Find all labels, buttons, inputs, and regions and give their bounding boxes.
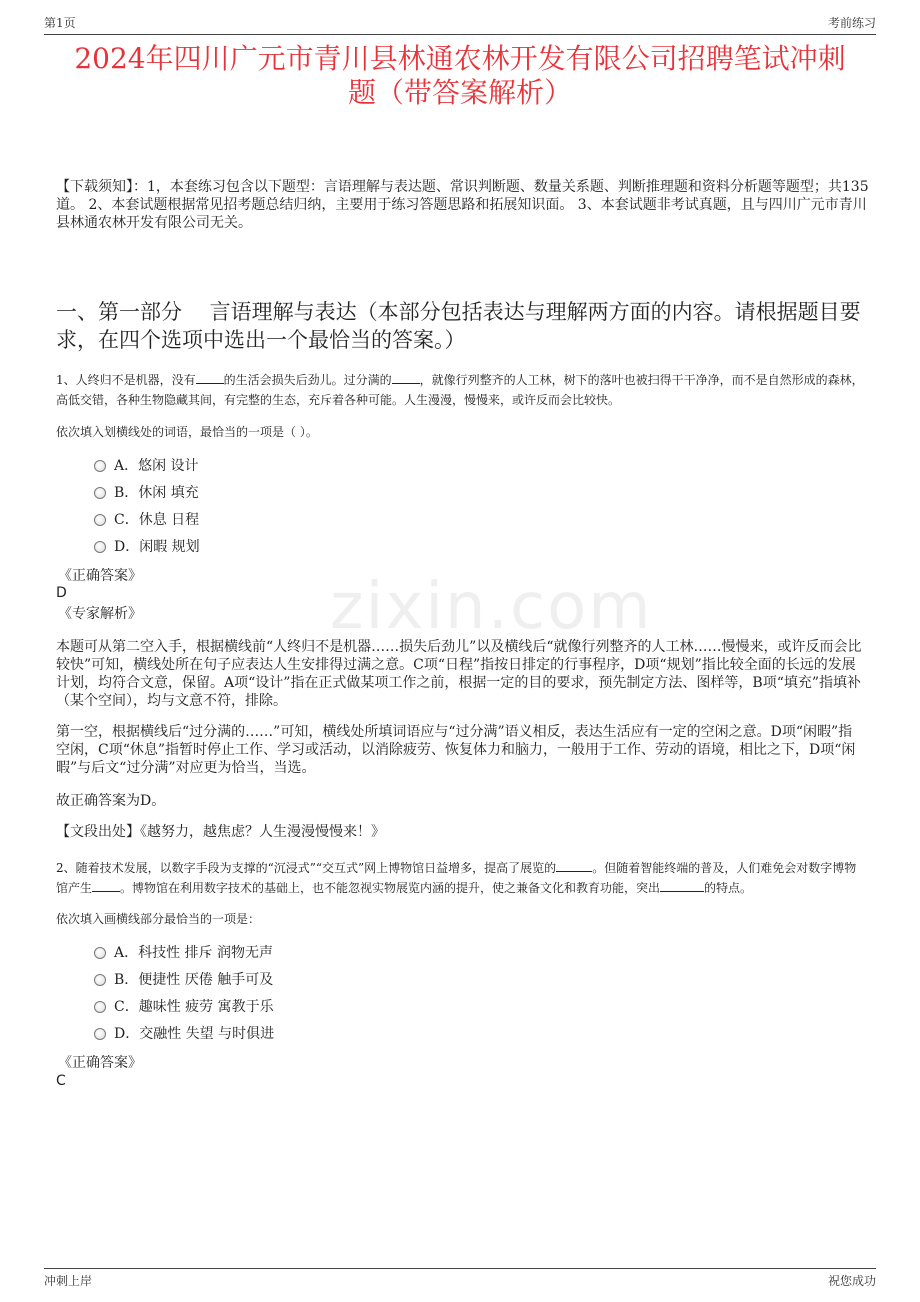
answer-value: D bbox=[56, 585, 67, 601]
question-2-option-d[interactable]: D．交融性 失望 与时俱进 bbox=[94, 1025, 274, 1043]
blank bbox=[196, 371, 224, 384]
title-line-2: 题（带答案解析） bbox=[347, 76, 572, 109]
analysis-paragraph-1: 本题可从第二空入手，根据横线前“人终归不是机器……损失后劲儿”以及横线后“就像行列整齐的人工林……慢慢来，或许反而会比较快”可知，横线处所在句子应表达人生安排得过满之意。C项“日程”指按日排定的行事程序，D项“规划”指比较全面的长远的发展计划，均符合文意，保留。A项“设计”指在正式做某项工作之前，根据一定的目的要求，预先制定方法、图样等，B项“填充”指填补（某个空间），均与文意不符，排除。 bbox=[56, 639, 862, 709]
page-number: 第1页 bbox=[44, 16, 76, 30]
answer-label: 《正确答案》 bbox=[58, 568, 142, 584]
analysis-conclusion: 故正确答案为D。 bbox=[56, 793, 166, 809]
question-1-stem: 1、人终归不是机器，没有 的生活会损失后劲儿。过分满的 ，就像行列整齐的人工林，树下的落叶也被扫得干干净净，而不是自然形成的森林，高低交错，各种生物隐藏其间，有完整的生态，充斥着各种可能。人生漫漫，慢慢来，或许反而会比较快。 bbox=[56, 373, 864, 407]
blank bbox=[660, 879, 704, 892]
radio-icon[interactable] bbox=[94, 1001, 106, 1013]
footer-right: 祝您成功 bbox=[827, 1274, 876, 1288]
radio-icon[interactable] bbox=[94, 487, 106, 499]
blank bbox=[92, 879, 120, 892]
question-2-prompt: 依次填入画横线部分最恰当的一项是： bbox=[56, 912, 261, 926]
question-2-option-b[interactable]: B．便捷性 厌倦 触手可及 bbox=[94, 971, 273, 989]
download-notice: 【下载须知】：1，本套练习包含以下题型：言语理解与表达题、常识判断题、数量关系题、判断推理题和资料分析题等题型；共135道。 2、本套试题根据常见招考题总结归纳，主要用于练习答题思路和拓展知识面。 3、本套试题非考试真题，且与四川广元市青川县林通农林开发有限公司无关。 bbox=[56, 179, 869, 231]
section-heading: 一、第一部分 言语理解与表达（本部分包括表达与理解两方面的内容。请根据题目要求，在四个选项中选出一个最恰当的答案。） bbox=[56, 300, 861, 352]
blank bbox=[556, 859, 592, 872]
question-1-option-b[interactable]: B．休闲 填充 bbox=[94, 484, 199, 502]
radio-icon[interactable] bbox=[94, 541, 106, 553]
question-1-prompt: 依次填入划横线处的词语，最恰当的一项是（ ）。 bbox=[56, 425, 318, 439]
title-line-1: 2024年四川广元市青川县林通农林开发有限公司招聘笔试冲刺 bbox=[74, 42, 846, 75]
question-2-option-c[interactable]: C．趣味性 疲劳 寓教于乐 bbox=[94, 998, 274, 1016]
question-2-option-a[interactable]: A．科技性 排斥 润物无声 bbox=[94, 944, 273, 962]
radio-icon[interactable] bbox=[94, 460, 106, 472]
question-1-option-d[interactable]: D．闲暇 规划 bbox=[94, 538, 200, 556]
question-1-option-c[interactable]: C．休息 日程 bbox=[94, 511, 199, 529]
passage-source: 【文段出处】《越努力，越焦虑？人生漫漫慢慢来！》 bbox=[56, 824, 385, 840]
answer-value: C bbox=[56, 1073, 66, 1089]
analysis-label: 《专家解析》 bbox=[58, 606, 142, 622]
question-1-option-a[interactable]: A．悠闲 设计 bbox=[94, 457, 199, 475]
analysis-paragraph-2: 第一空，根据横线后“过分满的……”可知，横线处所填词语应与“过分满”语义相反，表达生活应有一定的空闲之意。D项“闲暇”指空闲，C项“休息”指暂时停止工作、学习或活动，以消除疲劳、恢复体力和脑力，一般用于工作、劳动的语境，相比之下，D项“闲暇”与后文“过分满”对应更为恰当，当选。 bbox=[56, 724, 856, 776]
watermark: zixin.com bbox=[330, 570, 653, 644]
page-title bbox=[44, 42, 876, 110]
footer-left: 冲刺上岸 bbox=[44, 1274, 93, 1288]
radio-icon[interactable] bbox=[94, 974, 106, 986]
blank bbox=[392, 371, 420, 384]
header-rule bbox=[44, 34, 876, 35]
page-header bbox=[44, 14, 876, 32]
radio-icon[interactable] bbox=[94, 1028, 106, 1040]
radio-icon[interactable] bbox=[94, 514, 106, 526]
answer-label: 《正确答案》 bbox=[58, 1055, 142, 1071]
header-label: 考前练习 bbox=[827, 16, 876, 30]
question-2-stem: 2、随着技术发展，以数字手段为支撑的“沉浸式”“交互式”网上博物馆日益增多，提高了展览的 。但随着智能终端的普及，人们难免会对数字博物馆产生 。博物馆在利用数字技术的基础上，也不能忽视实物展览内涵的提升，使之兼备文化和教育功能，突出 的特点。 bbox=[56, 861, 857, 895]
footer-rule bbox=[44, 1268, 876, 1269]
radio-icon[interactable] bbox=[94, 947, 106, 959]
